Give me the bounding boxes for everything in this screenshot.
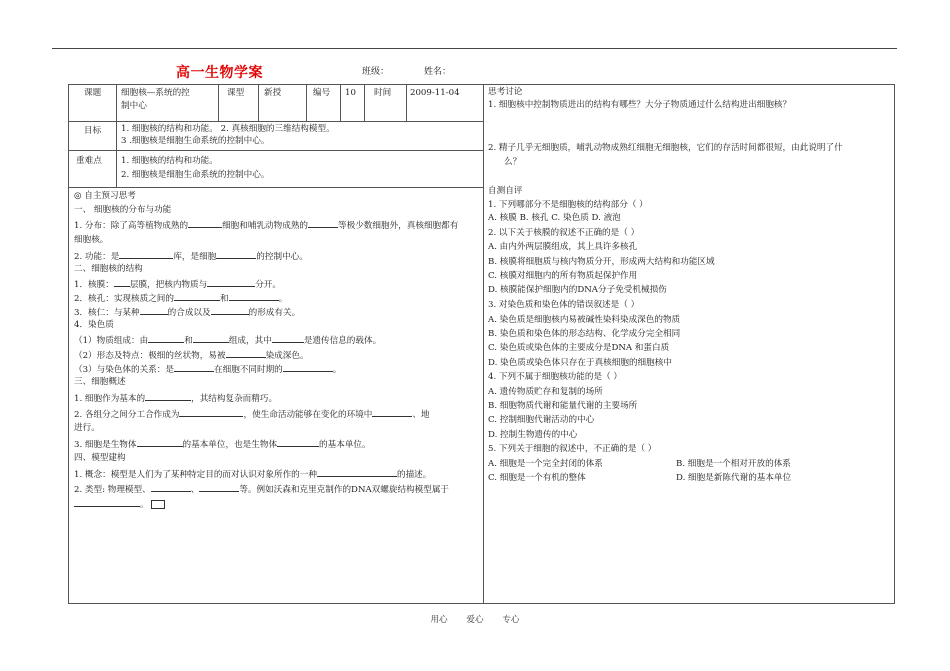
test-question-5: 5. 下列关于细胞的叙述中，不正确的是（ ）: [488, 444, 657, 454]
nuclear-membrane-line: 1．核膜： 层膜，把核内物质与 分开。: [74, 280, 281, 290]
test-question-4: 4. 下列不属于细胞核功能的是（ ）: [488, 372, 622, 382]
cell-basic-line: 1. 细胞作为基本的 ，其结构复杂而精巧。: [74, 394, 278, 404]
info-divider-4: [340, 84, 341, 121]
test-question-4-option-c: C. 控制细胞代谢活动的中心: [488, 415, 595, 425]
nuclear-pore-line: 2．核孔：实现核质之间的 和 。: [74, 294, 288, 304]
info-divider-5: [364, 84, 365, 121]
test-question-2: 2. 以下关于核膜的叙述不正确的是（ ）: [488, 228, 640, 238]
header-rule: [52, 48, 897, 49]
page-title: 高一生物学案: [176, 65, 263, 81]
keypoints-line-2: 2. 细胞核是细胞生命系统的控制中心。: [121, 170, 270, 180]
chromatin-form-line: （2）形态及特点：极细的丝状物，易被 染成深色。: [74, 351, 309, 361]
test-question-1-options: A. 核膜 B. 核孔 C. 染色质 D. 液泡: [488, 213, 621, 223]
test-question-2-option-d: D. 核膜能保护细胞内的DNA分子免受机械损伤: [488, 285, 667, 295]
test-question-3-option-d: D. 染色质或染色体只存在于真核细胞的细胞核中: [488, 358, 672, 368]
row-divider-goals: [68, 150, 483, 151]
footer-word-3: 专心: [502, 615, 520, 625]
label-column-divider: [116, 84, 117, 187]
page-footer: [0, 615, 950, 626]
answer-box[interactable]: [151, 500, 165, 509]
topic-value-line1: 细胞核—系统的控: [121, 88, 190, 98]
test-question-4-option-d: D. 控制生物遗传的中心: [488, 430, 578, 440]
page-header: [0, 64, 950, 84]
row-divider-keypoints: [68, 187, 483, 188]
topic-value-line2: 制中心: [121, 101, 147, 111]
info-divider-2: [258, 84, 259, 121]
cell-cooperation-wrap: 进行。: [74, 423, 100, 433]
test-question-5-option-c: C. 细胞是一个有机的整体: [488, 473, 586, 483]
preview-heading: ◎ 自主预习思考: [74, 191, 136, 201]
test-question-5-option-d: D. 细胞是新陈代谢的基本单位: [676, 473, 792, 483]
test-question-4-option-b: B. 细胞物质代谢和能量代谢的主要场所: [488, 401, 638, 411]
keypoints-label: 重难点: [76, 156, 102, 166]
distribution-line-wrap: 细胞核。: [74, 235, 109, 245]
number-label: 编号: [313, 88, 331, 98]
info-divider-6: [406, 84, 407, 121]
type-label: 课型: [227, 88, 245, 98]
test-question-3-option-b: B. 染色质和染色体的形态结构、化学成分完全相同: [488, 329, 681, 339]
section-3-title: 三、细胞概述: [74, 377, 126, 387]
discussion-question-2-wrap: 么？: [504, 157, 522, 167]
test-question-5-option-a: A. 细胞是一个完全封闭的体系: [488, 459, 603, 469]
test-question-3-option-a: A. 染色质是细胞核内易被碱性染料染成深色的物质: [488, 315, 681, 325]
test-question-5-option-b: B. 细胞是一个相对开放的体系: [676, 459, 791, 469]
time-label: 时间: [374, 88, 392, 98]
goals-label: 目标: [84, 126, 102, 136]
footer-word-1: 用心: [430, 615, 448, 625]
cell-unit-line: 3. 细胞是生物体 的基本单位，也是生物体 的基本单位。: [74, 440, 371, 450]
chromatin-heading: 4．染色质: [74, 320, 114, 330]
footer-word-2: 爱心: [466, 615, 484, 625]
self-test-heading: 自测自评: [488, 186, 523, 196]
goals-line-1: 1. 细胞核的结构和功能。 2. 真核细胞的三维结构模型。: [121, 124, 335, 134]
discussion-question-1: 1. 细胞核中控制物质进出的结构有哪些？大分子物质通过什么结构进出细胞核？: [488, 100, 792, 110]
section-4-title: 四、模型建构: [74, 453, 126, 463]
info-divider-1: [218, 84, 219, 121]
model-type-wrap: 。: [74, 498, 165, 511]
model-concept-line: 1. 概念：模型是人们为了某种特定目的而对认识对象所作的一种 的描述。: [74, 470, 432, 480]
topic-label: 课题: [84, 88, 102, 98]
test-question-4-option-a: A. 遗传物质贮存和复制的场所: [488, 387, 603, 397]
goals-line-2: 3 .细胞核是细胞生命系统的控制中心。: [121, 136, 270, 146]
function-line: 2. 功能：是 库，是细胞 的控制中心。: [74, 252, 308, 262]
section-1-title: 一、 细胞核的分布与功能: [74, 205, 172, 215]
test-question-3: 3. 对染色质和染色体的错误叙述是（ ）: [488, 300, 640, 310]
number-value: 10: [345, 88, 356, 98]
test-question-3-option-c: C. 染色质或染色体的主要成分是DNA 和蛋白质: [488, 343, 670, 353]
discussion-question-2: 2. 精子几乎无细胞质，哺乳动物成熟红细胞无细胞核，它们的存活时间都很短，由此说明了什: [488, 143, 843, 153]
column-divider: [483, 84, 484, 604]
discussion-heading: 思考讨论: [488, 87, 523, 97]
nucleolus-line: 3．核仁：与某种 的合成以及 的形成有关。: [74, 308, 301, 318]
chromatin-relation-line: （3）与染色体的关系：是 在细胞不同时期的 。: [74, 365, 342, 375]
test-question-2-option-c: C. 核膜对细胞内的所有物质起保护作用: [488, 271, 638, 281]
chromatin-composition-line: （1）物质组成：由 和 组成，其中 是遗传信息的载体。: [74, 336, 382, 346]
test-question-2-option-a: A. 由内外两层膜组成，其上具许多核孔: [488, 242, 638, 252]
keypoints-line-1: 1. 细胞核的结构和功能。: [121, 156, 218, 166]
test-question-1: 1. 下列哪部分不是细胞核的结构部分（ ）: [488, 200, 648, 210]
name-label: 姓名：: [424, 67, 452, 77]
row-divider-info: [68, 121, 483, 122]
type-value: 新授: [264, 88, 282, 98]
model-type-line: 2. 类型: 物理模型、 、 等。例如沃森和克里克制作的DNA双螺旋结构模型属于: [74, 485, 450, 495]
distribution-line: 1. 分布：除了高等植物成熟的 细胞和哺乳动物成熟的 等极少数细胞外，真核细胞都有: [74, 221, 459, 231]
section-2-title: 二、细胞核的结构: [74, 264, 143, 274]
info-divider-3: [306, 84, 307, 121]
time-value: 2009-11-04: [410, 88, 460, 98]
cell-cooperation-line: 2. 各组分之间分工合作成为 ，使生命活动能够在变化的环境中 、地: [74, 410, 430, 420]
class-label: 班级：: [362, 67, 390, 77]
test-question-2-option-b: B. 核膜将细胞质与核内物质分开，形成两大结构和功能区域: [488, 257, 715, 267]
